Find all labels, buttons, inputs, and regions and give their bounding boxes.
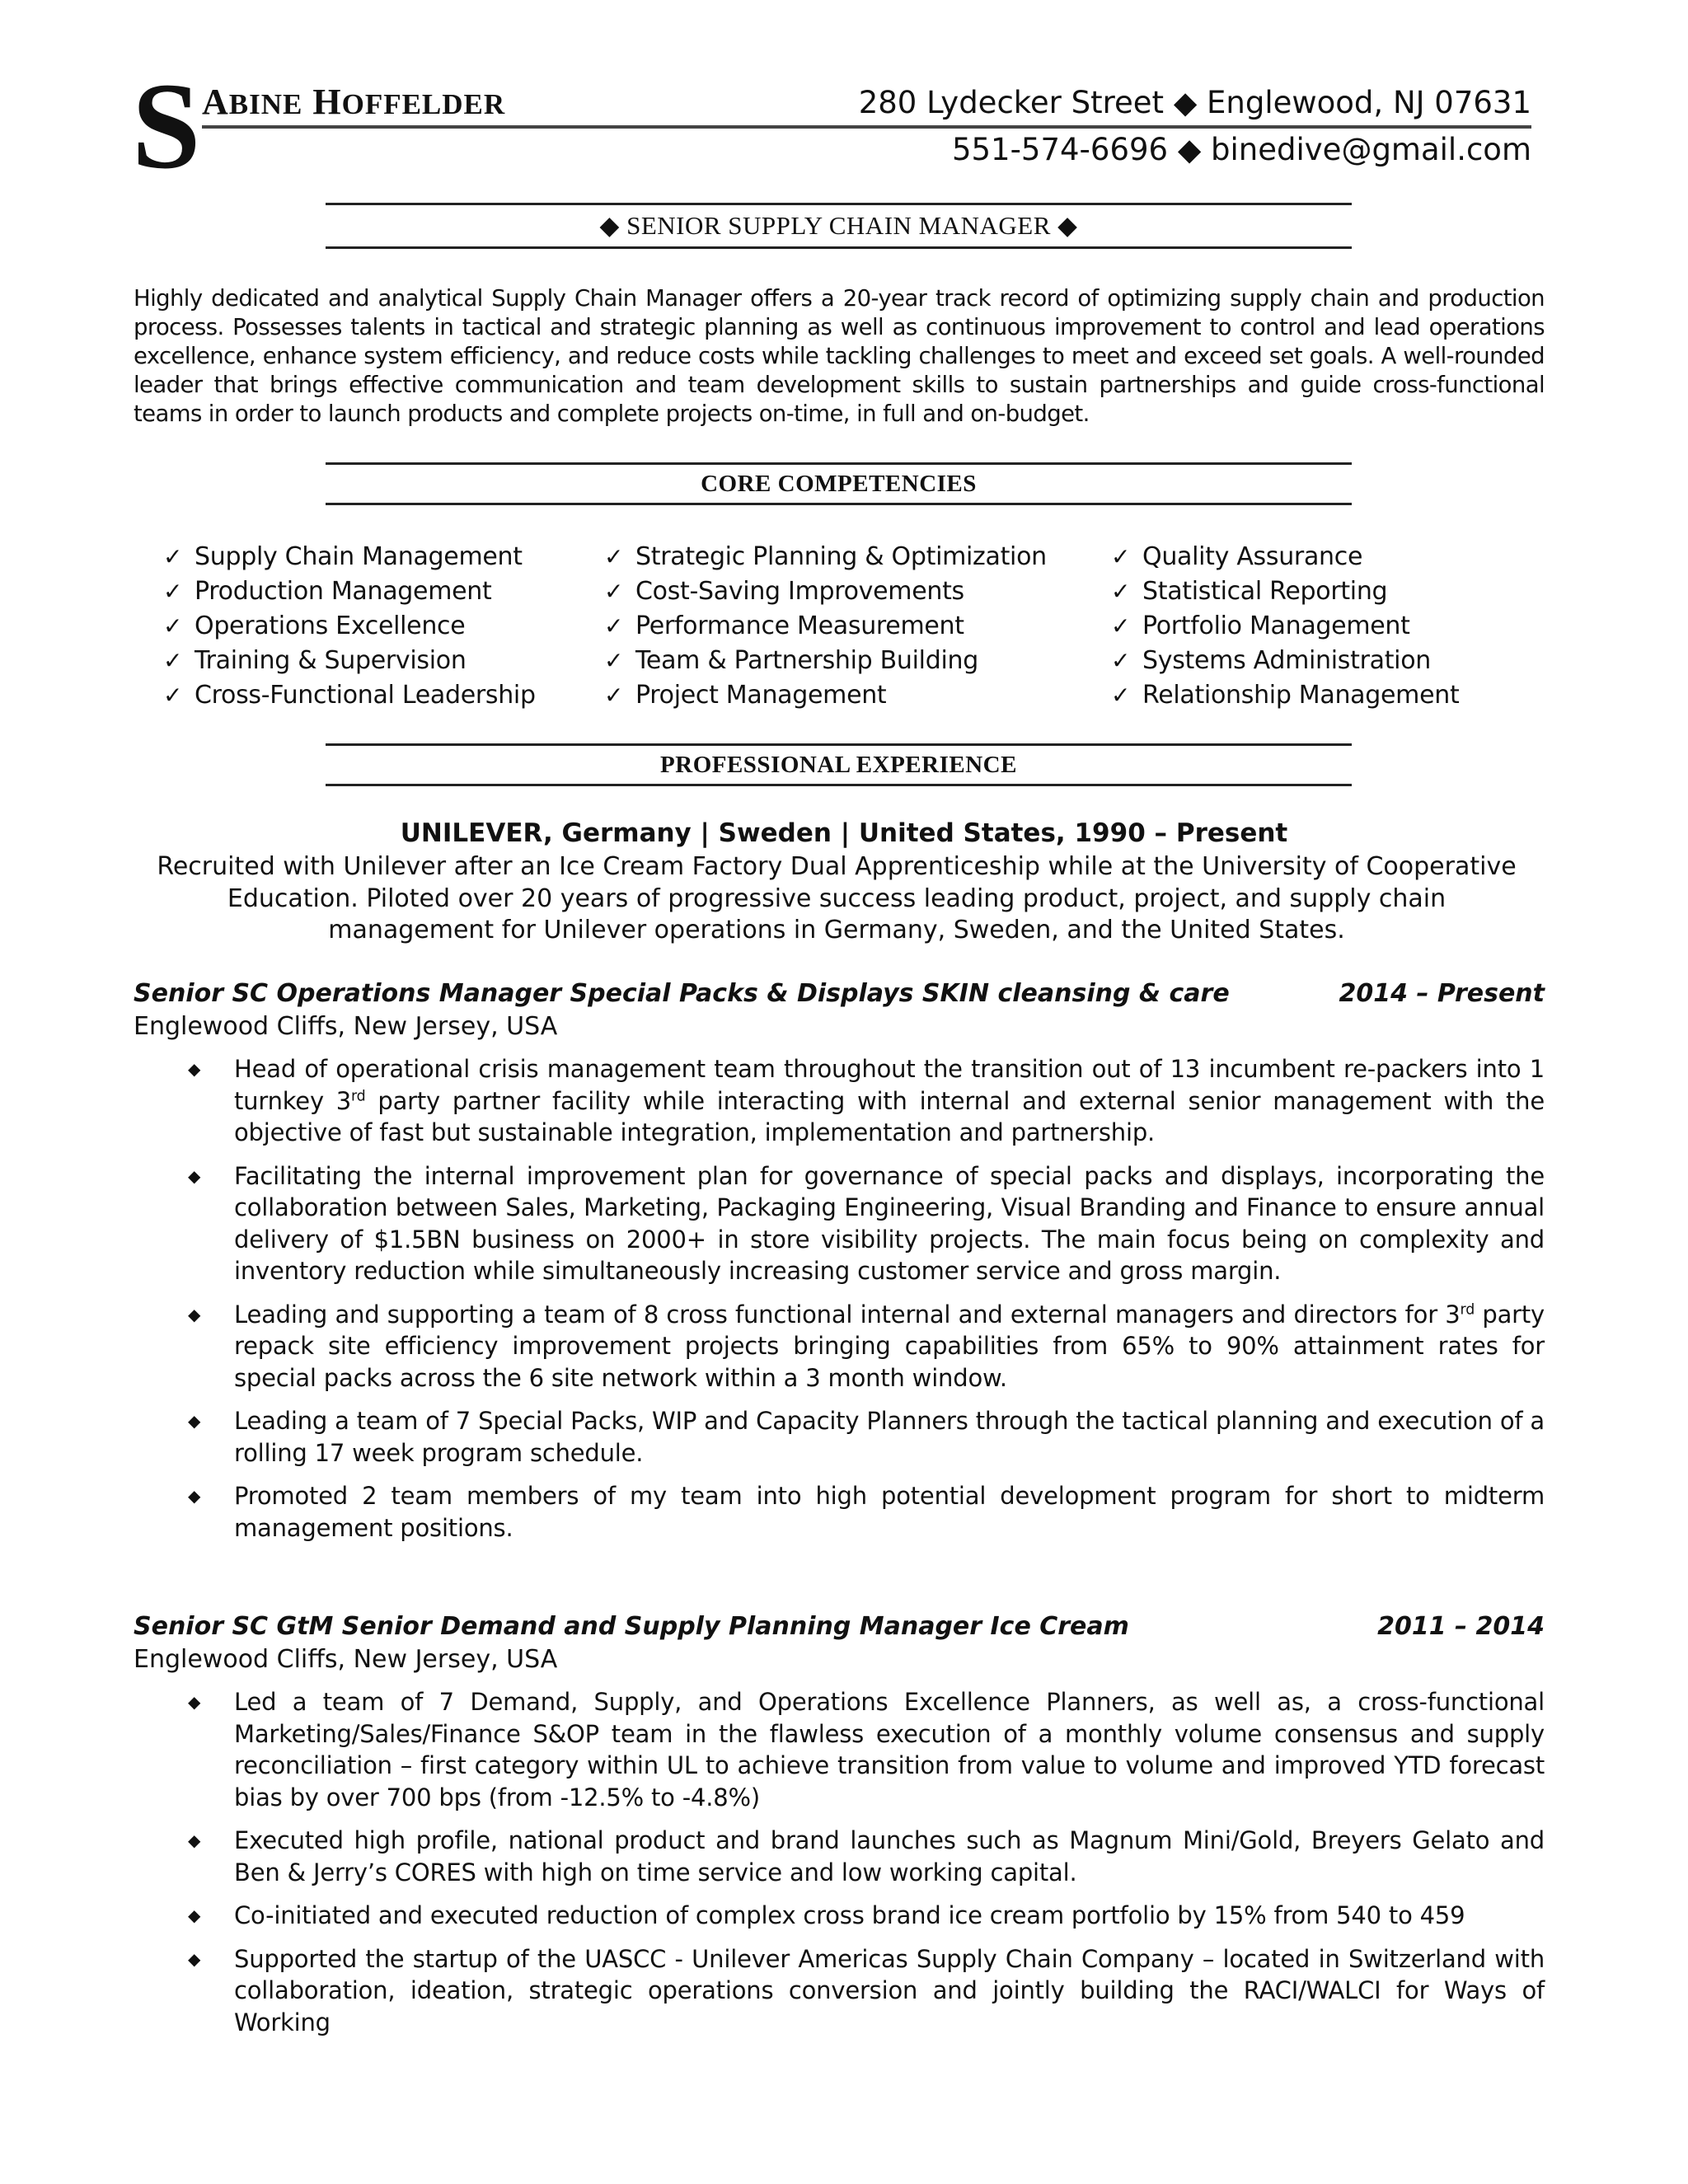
title-cap-3: M <box>918 211 942 240</box>
checkmark-icon: ✓ <box>1111 578 1131 605</box>
competency-item: ✓ Portfolio Management <box>1111 609 1459 644</box>
experience-heading-text <box>660 752 1017 778</box>
role-bullets <box>188 1686 1545 2050</box>
list-item: ◆ Co-initiated and executed reduction of complex cross brand ice cream portfolio by 15% from 540 to 459 <box>188 1900 1545 1932</box>
list-item: ◆ Executed high profile, national product and brand launches such as Magnum Mini/Gold, Breyers Gelato and Ben & Jerry’s CORES with high on time service and low working capital. <box>188 1826 1545 1886</box>
diamond-bullet-icon: ◆ <box>188 1830 201 1850</box>
core-cap-b: C <box>777 471 796 497</box>
checkmark-icon: ✓ <box>604 578 624 605</box>
company-description: Recruited with Unilever after an Ice Cream Factory Dual Apprenticeship while at the University of Cooperative Education. Piloted over 20 years of progressive success leading product, project, and supply chain management for Unilever operations in Germany, Sweden, and the United States. <box>157 852 1517 944</box>
competency-item: ✓ Statistical Reporting <box>1111 574 1459 609</box>
title-rest-3: ANAGER <box>941 211 1051 240</box>
list-item: ◆ Supported the startup of the UASCC - Unilever Americas Supply Chain Company – located in Switzerland with collaboration, ideation, strategic operations conversion and jointly building the RACI/WALCI for Ways of Working <box>188 1944 1545 2036</box>
competency-item: ✓ Performance Measurement <box>604 609 1047 644</box>
list-item: ◆ Leading a team of 7 Special Packs, WIP and Capacity Planners through the tactical planning and execution of a rolling 17 week program schedule. <box>188 1407 1545 1467</box>
role-title-text: Senior SC GtM Senior Demand and Supply Planning Manager Ice Cream <box>134 1612 1129 1641</box>
competency-item: ✓ Cost-Saving Improvements <box>604 574 1047 609</box>
competency-column-1 <box>163 540 536 713</box>
job-title-band <box>326 203 1352 249</box>
diamond-bullet-icon: ◆ <box>188 1692 201 1712</box>
checkmark-icon: ✓ <box>604 543 624 570</box>
title-cap-2: C <box>828 211 846 240</box>
diamond-bullet-icon: ◆ <box>188 1486 201 1506</box>
role-location: Englewood Cliffs, New Jersey, USA <box>134 1012 558 1041</box>
diamond-bullet-icon: ◆ <box>188 1948 201 1969</box>
exp-cap-b: E <box>856 752 873 778</box>
competency-item: ✓ Quality Assurance <box>1111 540 1459 574</box>
checkmark-icon: ✓ <box>163 682 183 709</box>
competency-item: ✓ Operations Excellence <box>163 609 536 644</box>
checkmark-icon: ✓ <box>163 647 183 674</box>
checkmark-icon: ✓ <box>163 612 183 640</box>
competency-item: ✓ Cross-Functional Leadership <box>163 678 536 713</box>
competency-column-3 <box>1111 540 1459 713</box>
name-rest-2: OFFELDER <box>341 88 506 120</box>
role-dates: 2014 – Present <box>1339 979 1545 1008</box>
header-divider <box>202 125 1531 129</box>
checkmark-icon: ✓ <box>604 647 624 674</box>
competency-item: ✓ Team & Partnership Building <box>604 644 1047 678</box>
checkmark-icon: ✓ <box>163 578 183 605</box>
exp-rest-b: XPERIENCE <box>872 752 1017 778</box>
address: 280 Lydecker Street ◆ Englewood, NJ 07631 <box>858 85 1531 120</box>
role-bullets <box>188 1053 1545 1555</box>
diamond-bullet-icon: ◆ <box>188 1165 201 1186</box>
exp-cap-a: P <box>660 752 676 778</box>
candidate-name <box>202 81 505 123</box>
diamond-bullet-icon: ◆ <box>188 1411 201 1431</box>
competency-item: ✓ Project Management <box>604 678 1047 713</box>
role-title <box>134 1612 1545 1641</box>
competency-item: ✓ Systems Administration <box>1111 644 1459 678</box>
name-initial: S <box>132 58 201 194</box>
competency-item: ✓ Relationship Management <box>1111 678 1459 713</box>
checkmark-icon: ✓ <box>604 612 624 640</box>
professional-summary: Highly dedicated and analytical Supply Chain Manager offers a 20-year track record of optimizing supply chain and production process. Possesses talents in tactical and strategic planning as well as continuous improvement to control and lead operations excellence, enhance system efficiency, and reduce costs while tackling challenges to meet and exceed set goals. A well-rounded leader that brings effective communication and team development skills to sustain partnerships and guide cross-functional teams in order to launch products and complete projects on-time, in full and on-budget. <box>134 285 1545 427</box>
checkmark-icon: ✓ <box>604 682 624 709</box>
list-item: ◆ Promoted 2 team members of my team into high potential development program for short to midterm management positions. <box>188 1482 1545 1542</box>
checkmark-icon: ✓ <box>1111 543 1131 570</box>
competency-column-2 <box>604 540 1047 713</box>
core-competencies-heading <box>326 462 1352 505</box>
name-cap-2: H <box>312 82 342 122</box>
list-item: ◆ Led a team of 7 Demand, Supply, and Operations Excellence Planners, as well as, a cross-functional Marketing/Sales/Finance S&OP team in the flawless execution of a monthly volume consensus and supply reconciliation – first category within UL to achieve transition from value to volume and improved YTD forecast bias by over 700 bps (from -12.5% to -4.8%) <box>188 1688 1545 1811</box>
competency-item: ✓ Training & Supervision <box>163 644 536 678</box>
title-rest-1: UPPLY <box>743 211 829 240</box>
checkmark-icon: ✓ <box>163 543 183 570</box>
exp-rest-a: ROFESSIONAL <box>675 752 856 778</box>
name-cap-1: A <box>202 82 229 122</box>
core-rest-b: OMPETENCIES <box>795 471 977 497</box>
role-title-text: Senior SC Operations Manager Special Packs & Displays SKIN cleansing & care <box>134 979 1230 1008</box>
diamond-bullet-icon: ◆ <box>188 1059 201 1079</box>
checkmark-icon: ✓ <box>1111 612 1131 640</box>
role-title <box>134 979 1545 1008</box>
diamond-bullet-icon: ◆ <box>188 1304 201 1324</box>
diamond-bullet-icon: ◆ <box>188 1905 201 1925</box>
checkmark-icon: ✓ <box>1111 647 1131 674</box>
competency-item: ✓ Strategic Planning & Optimization <box>604 540 1047 574</box>
competency-item: ✓ Production Management <box>163 574 536 609</box>
job-title <box>599 211 1077 240</box>
title-prefix: ◆ SENIOR <box>599 211 729 240</box>
list-item: ◆ Facilitating the internal improvement plan for governance of special packs and displays, incorporating the collaboration between Sales, Marketing, Packaging Engineering, Visual Branding and Finance to ensure annual delivery of $1.5BN business on 2000+ in store visibility projects. The main focus being on complexity and inventory reduction while simultaneously increasing customer service and gross margin. <box>188 1161 1545 1285</box>
name-rest-1: BINE <box>228 88 303 120</box>
core-heading-text <box>701 471 977 497</box>
core-rest-a: ORE <box>718 471 778 497</box>
role-dates: 2011 – 2014 <box>1377 1612 1545 1641</box>
company-heading: UNILEVER, Germany | Sweden | United States, 1990 – Present <box>400 818 1288 848</box>
contact-info: 551-574-6696 ◆ binedive@gmail.com <box>951 132 1531 167</box>
competency-item: ✓ Supply Chain Management <box>163 540 536 574</box>
title-rest-2: HAIN <box>846 211 919 240</box>
title-suffix: ◆ <box>1050 211 1078 240</box>
core-cap-a: C <box>701 471 719 497</box>
professional-experience-heading <box>326 743 1352 786</box>
checkmark-icon: ✓ <box>1111 682 1131 709</box>
list-item: ◆ Leading and supporting a team of 8 cross functional internal and external managers and directors for 3rd party repack site efficiency improvement projects bringing capabilities from 65% to 90% attainment rates for special packs across the 6 site network within a 3 month window. <box>188 1300 1545 1392</box>
role-location: Englewood Cliffs, New Jersey, USA <box>134 1645 558 1674</box>
list-item: ◆ Head of operational crisis management team throughout the transition out of 13 incumbent re-packers into 1 turnkey 3rd party partner facility while interacting with internal and external senior management with the objective of fast but sustainable integration, implementation and partnership. <box>188 1055 1545 1146</box>
title-cap-1: S <box>728 211 743 240</box>
